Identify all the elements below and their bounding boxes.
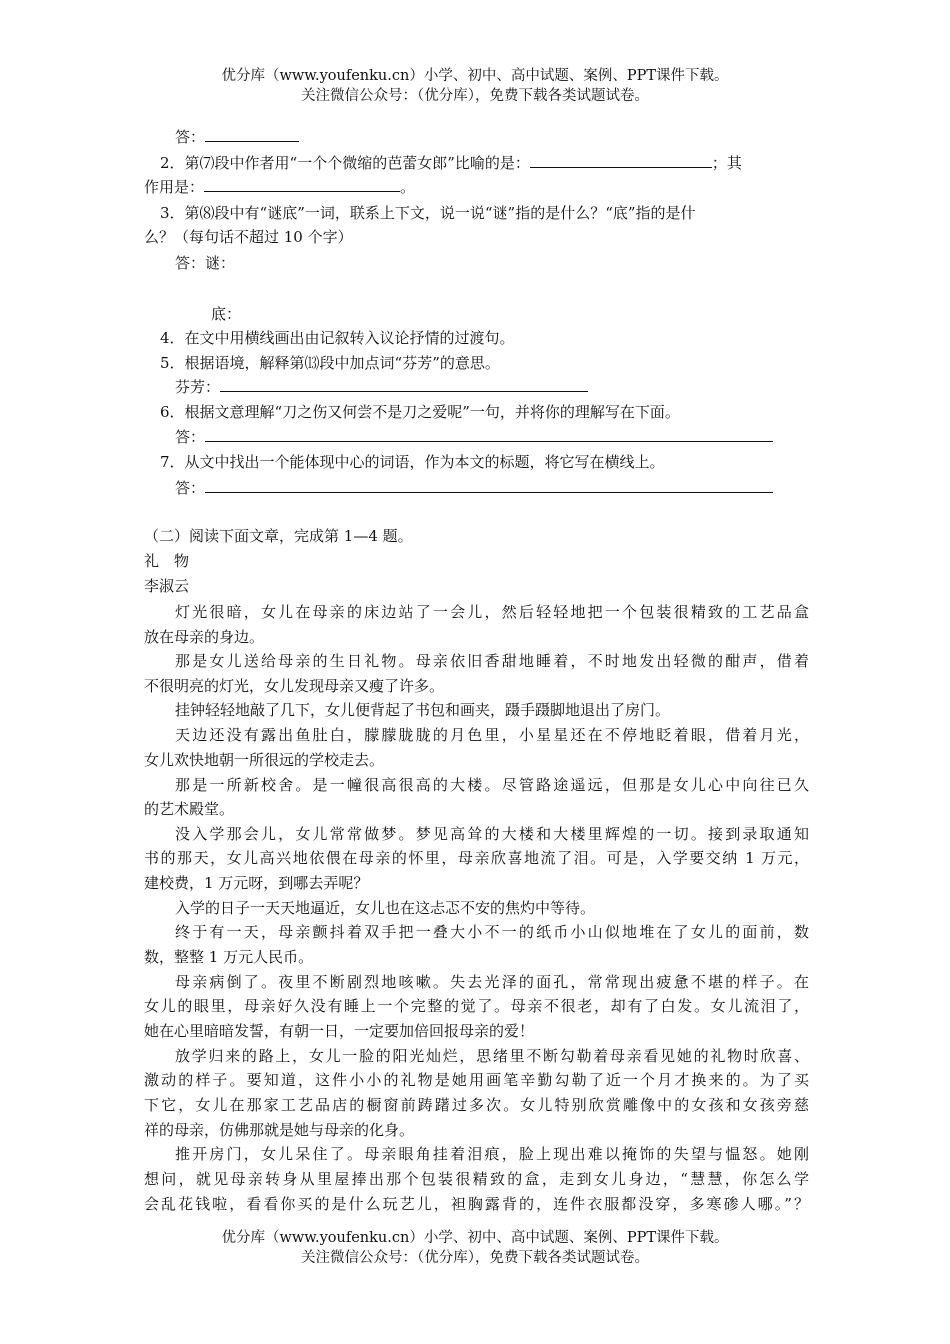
- article-line: 女儿的眼里，母亲好久没有睡上一个完整的觉了。母亲不很老，却有了白发。女儿流泪了，: [144, 997, 809, 1015]
- article-line: 的艺术殿堂。: [144, 800, 235, 818]
- footer-line-2: 关注微信公众号：（优分库），免费下载各类试题试卷。: [301, 1250, 649, 1266]
- q6-line: 6．根据文意理解“刀之伤又何尝不是刀之爱呢”一句，并将你的理解写在下面。: [160, 403, 680, 421]
- article-line: 天边还没有露出鱼肚白，朦朦胧胧的月色里，小星星还在不停地眨着眼，借着月光，: [175, 726, 809, 744]
- q6-answer-label: 答：: [175, 428, 206, 446]
- q2-blank-2: [204, 175, 400, 192]
- q2-line-2: [144, 175, 809, 199]
- article-author: 李淑云: [144, 577, 190, 595]
- article-line: 不很明亮的灯光，女儿发现母亲又瘦了许多。: [144, 677, 445, 695]
- header-line-2: 关注微信公众号：（优分库），免费下载各类试题试卷。: [301, 88, 649, 104]
- q1-answer-blank: [205, 125, 299, 142]
- q2-text-c: 作用是：: [144, 178, 205, 196]
- page-footer: [0, 1228, 950, 1268]
- q3-line-2: 么？（每句话不超过 10 个字）: [144, 228, 353, 246]
- q2-text-d: 。: [400, 178, 416, 196]
- article-line: 那是女儿送给母亲的生日礼物。母亲依旧香甜地睡着，不时地发出轻微的酣声，借着: [175, 652, 809, 670]
- article-line: 女儿欢快地朝一所很远的学校走去。: [144, 751, 385, 769]
- q2-blank-1: [530, 151, 712, 168]
- article-line: 挂钟轻轻地敲了几下，女儿便背起了书包和画夹，蹑手蹑脚地退出了房门。: [175, 701, 671, 719]
- article-title: 礼 物: [144, 552, 190, 570]
- article-line: 数，整整 1 万元人民币。: [144, 948, 314, 966]
- q5-line: 5．根据语境，解释第⒀段中加点词“芬芳”的意思。: [160, 354, 500, 372]
- q7-answer-blank: [205, 476, 773, 493]
- article-line: 没入学那会儿，女儿常常做梦。梦见高耸的大楼和大楼里辉煌的一切。接到录取通知: [175, 825, 809, 843]
- article-line: 激动的样子。要知道，这件小小的礼物是她用画笔辛勤勾勒了近一个月才换来的。为了买: [144, 1071, 809, 1089]
- q5-answer-label: 芬芳：: [175, 378, 221, 396]
- section2-intro: （二）阅读下面文章，完成第 1—4 题。: [144, 527, 413, 545]
- q2-text-a: 2．第⑺段中作者用“一个个微缩的芭蕾女郎”比喻的是：: [160, 154, 530, 172]
- q5-answer-blank: [220, 375, 588, 392]
- article-line: 书的那天，女儿高兴地依偎在母亲的怀里，母亲欣喜地流了泪。可是，入学要交纳 1 万元，: [144, 849, 809, 867]
- article-line: 想问，就见母亲转身从里屋捧出那个包装很精致的盒，走到女儿身边，“慧慧，你怎么学: [144, 1170, 809, 1188]
- q6-answer-line: [144, 425, 809, 449]
- q3-answer-di: 底：: [211, 305, 242, 323]
- q6-answer-blank: [205, 425, 773, 442]
- page-header: [0, 66, 950, 106]
- article-line: 下它，女儿在那家工艺品店的橱窗前踌躇过多次。女儿特别欣赏雕像中的女孩和女孩旁慈: [144, 1096, 809, 1114]
- article-line: 祥的母亲，仿佛那就是她与母亲的化身。: [144, 1121, 415, 1139]
- article-line: 会乱花钱啦，看看你买的是什么玩艺儿，袒胸露背的，连件衣服都没穿，多寒碜人哪。”？: [144, 1195, 809, 1213]
- article-line: 放学归来的路上，女儿一脸的阳光灿烂，思绪里不断勾勒着母亲看见她的礼物时欣喜、: [175, 1047, 809, 1065]
- article-line: 母亲病倒了。夜里不断剧烈地咳嗽。失去光泽的面孔，常常现出疲惫不堪的样子。在: [175, 973, 809, 991]
- article-line: 入学的日子一天天地逼近，女儿也在这忐忑不安的焦灼中等待。: [175, 899, 596, 917]
- article-line: 那是一所新校舍。是一幢很高很高的大楼。尽管路途遥远，但那是女儿心中向往已久: [175, 776, 809, 794]
- q2-line-1: [144, 151, 809, 175]
- q3-line-1: 3．第⑻段中有“谜底”一词，联系上下文，说一说“谜”指的是什么？“底”指的是什: [160, 204, 696, 222]
- q3-answer-mi: 答：谜：: [175, 254, 236, 272]
- q7-line: 7．从文中找出一个能体现中心的词语，作为本文的标题，将它写在横线上。: [160, 453, 665, 471]
- q5-answer-line: [144, 375, 809, 399]
- article-line: 她在心里暗暗发誓，有朝一日，一定要加倍回报母亲的爱！: [144, 1022, 535, 1040]
- article-line: 建校费，1 万元呀，到哪去弄呢？: [144, 874, 369, 892]
- q1-answer-line: [144, 125, 809, 149]
- q1-answer-label: 答：: [175, 128, 206, 146]
- header-line-1: 优分库（www.youfenku.cn）小学、初中、高中试题、案例、PPT课件下载。: [221, 68, 729, 84]
- footer-line-1: 优分库（www.youfenku.cn）小学、初中、高中试题、案例、PPT课件下载。: [221, 1230, 729, 1246]
- article-line: 放在母亲的身边。: [144, 628, 265, 646]
- q7-answer-line: [144, 476, 809, 500]
- q2-text-b: ；其: [711, 154, 742, 172]
- q4-line: 4．在文中用横线画出由记叙转入议论抒情的过渡句。: [160, 329, 515, 347]
- q7-answer-label: 答：: [175, 479, 206, 497]
- article-line: 灯光很暗，女儿在母亲的床边站了一会儿，然后轻轻地把一个包装很精致的工艺品盒: [175, 603, 809, 621]
- article-line: 推开房门，女儿呆住了。母亲眼角挂着泪痕，脸上现出难以掩饰的失望与愠怒。她刚: [175, 1145, 809, 1163]
- article-line: 终于有一天，母亲颤抖着双手把一叠大小不一的纸币小山似地堆在了女儿的面前，数: [175, 923, 809, 941]
